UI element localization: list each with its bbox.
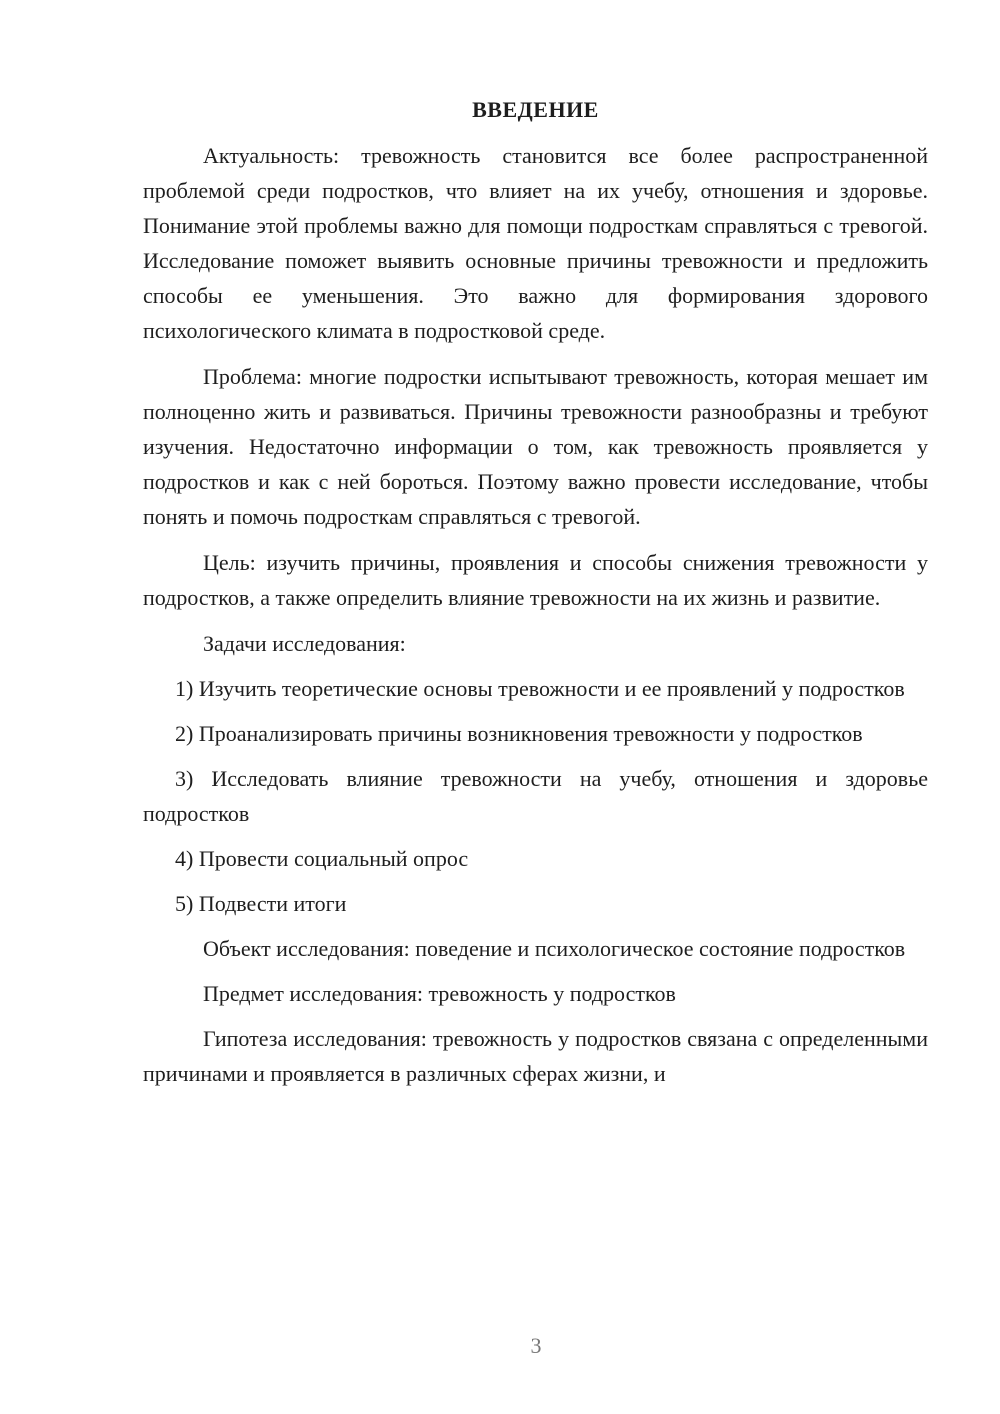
paragraph-goal: Цель: изучить причины, проявления и способы снижения тревожности у подростков, а также определить влияние тревожности на их жизнь и развитие. [143, 550, 928, 610]
task-item-5: 5) Подвести итоги [175, 891, 347, 916]
task-item-4: 4) Провести социальный опрос [175, 846, 469, 871]
section-title: ВВЕДЕНИЕ [472, 97, 599, 122]
tasks-heading: Задачи исследования: [203, 631, 406, 656]
task-item-3: 3) Исследовать влияние тревожности на учебу, отношения и здоровье подростков [143, 766, 928, 826]
paragraph-relevance: Актуальность: тревожность становится все более распространенной проблемой среди подростков, что влияет на их учебу, отношения и здоровье. Понимание этой проблемы важно для помощи подросткам справляться с тревогой. Исследование поможет выявить основные причины тревожности и предложить способы ее уменьшения. Это важно для формирования здорового психологического климата в подростковой среде. [143, 143, 928, 343]
page-body [143, 92, 928, 1091]
task-item-1: 1) Изучить теоретические основы тревожности и ее проявлений у подростков [175, 676, 905, 701]
paragraph-object: Объект исследования: поведение и психологическое состояние подростков [203, 936, 906, 961]
page-number: 3 [530, 1333, 542, 1358]
paragraph-problem: Проблема: многие подростки испытывают тревожность, которая мешает им полноценно жить и развиваться. Причины тревожности разнообразны и требуют изучения. Недостаточно информации о том, как тревожность проявляется у подростков и как с ней бороться. Поэтому важно провести исследование, чтобы понять и помочь подросткам справляться с тревогой. [143, 364, 928, 529]
paragraph-hypothesis: Гипотеза исследования: тревожность у подростков связана с определенными причинами и проявляется в различных сферах жизни, и [143, 1026, 928, 1086]
paragraph-subject: Предмет исследования: тревожность у подростков [203, 981, 676, 1006]
task-item-2: 2) Проанализировать причины возникновения тревожности у подростков [175, 721, 863, 746]
